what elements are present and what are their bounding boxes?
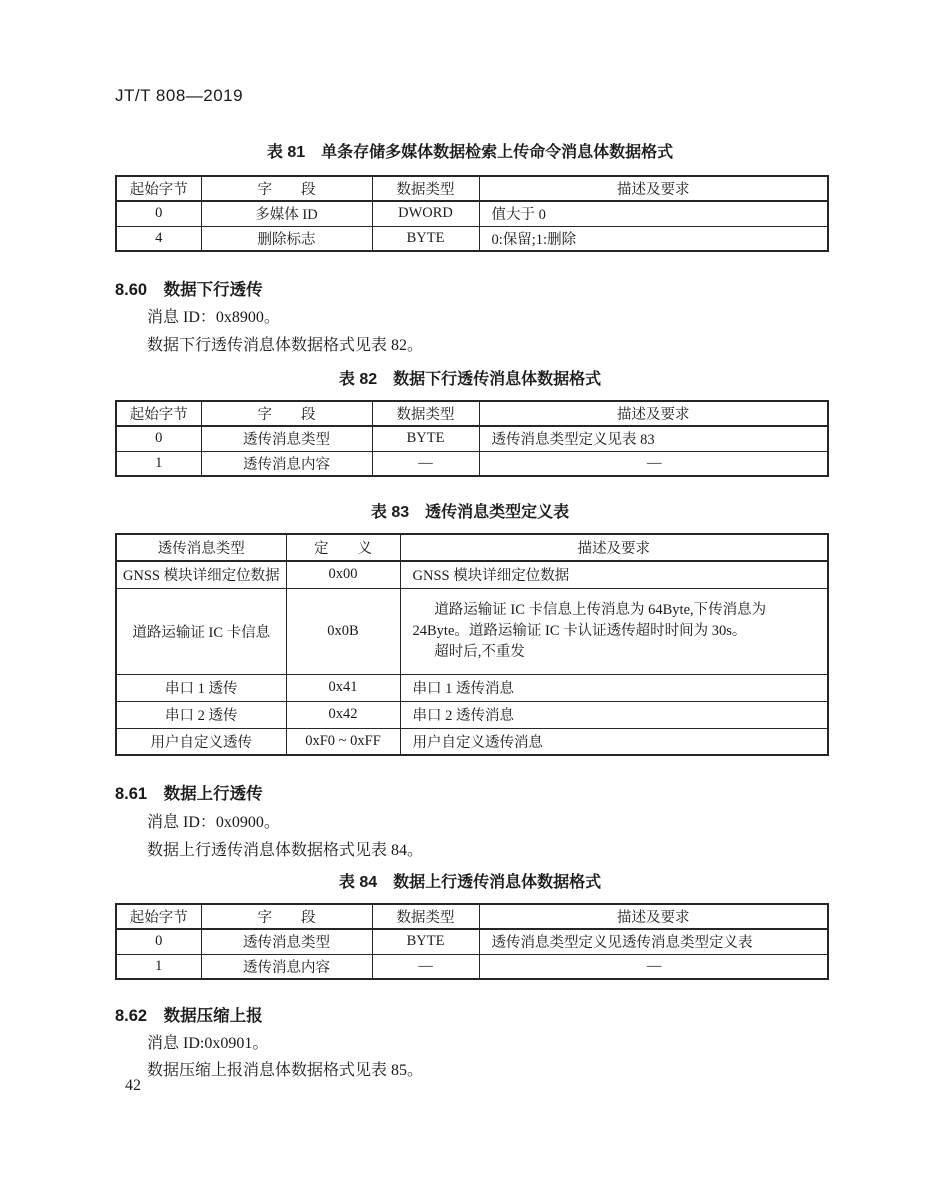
cell-message-type: 串口 2 透传 — [116, 701, 286, 728]
cell-description: 串口 1 透传消息 — [400, 674, 828, 701]
table-row — [116, 728, 828, 755]
table-83-caption: 表 83 透传消息类型定义表 — [370, 504, 570, 521]
table-row — [116, 201, 828, 226]
table-header-row — [116, 904, 828, 929]
col-header-description: 描述及要求 — [479, 401, 828, 426]
cell-data-type: — — [372, 451, 479, 476]
cell-data-type: BYTE — [372, 226, 479, 251]
running-header: JT/T 808—2019 — [115, 86, 244, 105]
cell-field: 删除标志 — [201, 226, 372, 251]
cell-description: 0:保留;1:删除 — [479, 226, 828, 251]
table-header-row — [116, 176, 828, 201]
cell-start-byte: 1 — [116, 451, 201, 476]
col-header-definition: 定 义 — [286, 534, 400, 561]
cell-start-byte: 4 — [116, 226, 201, 251]
paragraph-message-id: 消息 ID：0x8900。 — [147, 309, 280, 326]
cell-data-type: BYTE — [372, 929, 479, 954]
cell-definition: 0xF0 ~ 0xFF — [286, 728, 400, 755]
paragraph-table-ref: 数据下行透传消息体数据格式见表 82。 — [147, 337, 424, 354]
cell-field: 透传消息类型 — [201, 426, 372, 451]
table-82 — [115, 400, 829, 477]
section-heading-8-62: 8.62 数据压缩上报 — [115, 1007, 263, 1025]
cell-description — [400, 588, 828, 674]
col-header-data-type: 数据类型 — [372, 401, 479, 426]
section-heading-8-60: 8.60 数据下行透传 — [115, 281, 263, 299]
cell-field: 透传消息类型 — [201, 929, 372, 954]
page-number: 42 — [125, 1077, 141, 1094]
cell-data-type: — — [372, 954, 479, 979]
description-paragraph: 超时后,不重发 — [434, 643, 525, 660]
cell-definition: 0x0B — [286, 588, 400, 674]
cell-description: 透传消息类型定义见透传消息类型定义表 — [479, 929, 828, 954]
paragraph-message-id: 消息 ID:0x0901。 — [147, 1035, 269, 1052]
table-row — [116, 674, 828, 701]
col-header-start-byte: 起始字节 — [116, 904, 201, 929]
cell-definition: 0x42 — [286, 701, 400, 728]
paragraph-message-id: 消息 ID：0x0900。 — [147, 814, 280, 831]
paragraph-table-ref: 数据压缩上报消息体数据格式见表 85。 — [147, 1062, 424, 1079]
table-84 — [115, 903, 829, 980]
col-header-message-type: 透传消息类型 — [116, 534, 286, 561]
cell-start-byte: 0 — [116, 201, 201, 226]
cell-description: 值大于 0 — [479, 201, 828, 226]
cell-description: 用户自定义透传消息 — [400, 728, 828, 755]
description-paragraph: 道路运输证 IC 卡信息上传消息为 64Byte,下传消息为 24Byte。道路运输证 IC 卡认证透传超时时间为 30s。 — [412, 601, 767, 639]
table-row — [116, 451, 828, 476]
col-header-description: 描述及要求 — [479, 176, 828, 201]
table-row — [116, 701, 828, 728]
cell-definition: 0x00 — [286, 561, 400, 588]
cell-description: — — [479, 954, 828, 979]
cell-description: 串口 2 透传消息 — [400, 701, 828, 728]
table-81-caption: 表 81 单条存储多媒体数据检索上传命令消息体数据格式 — [266, 144, 674, 161]
cell-start-byte: 0 — [116, 426, 201, 451]
col-header-description: 描述及要求 — [479, 904, 828, 929]
cell-field: 透传消息内容 — [201, 451, 372, 476]
cell-message-type: 串口 1 透传 — [116, 674, 286, 701]
section-heading-8-61: 8.61 数据上行透传 — [115, 785, 263, 803]
table-row — [116, 588, 828, 674]
table-81 — [115, 175, 829, 252]
paragraph-table-ref: 数据上行透传消息体数据格式见表 84。 — [147, 842, 424, 859]
col-header-field: 字 段 — [201, 176, 372, 201]
col-header-start-byte: 起始字节 — [116, 176, 201, 201]
col-header-data-type: 数据类型 — [372, 904, 479, 929]
cell-description: GNSS 模块详细定位数据 — [400, 561, 828, 588]
col-header-description: 描述及要求 — [400, 534, 828, 561]
cell-description: 透传消息类型定义见表 83 — [479, 426, 828, 451]
table-row — [116, 929, 828, 954]
cell-message-type: 道路运输证 IC 卡信息 — [116, 588, 286, 674]
table-row — [116, 561, 828, 588]
table-header-row — [116, 534, 828, 561]
table-header-row — [116, 401, 828, 426]
table-83 — [115, 533, 829, 756]
col-header-start-byte: 起始字节 — [116, 401, 201, 426]
col-header-field: 字 段 — [201, 904, 372, 929]
cell-data-type: DWORD — [372, 201, 479, 226]
cell-start-byte: 0 — [116, 929, 201, 954]
cell-description: — — [479, 451, 828, 476]
cell-message-type: GNSS 模块详细定位数据 — [116, 561, 286, 588]
table-82-caption: 表 82 数据下行透传消息体数据格式 — [338, 371, 602, 388]
table-84-caption: 表 84 数据上行透传消息体数据格式 — [338, 874, 602, 891]
cell-message-type: 用户自定义透传 — [116, 728, 286, 755]
table-row — [116, 226, 828, 251]
col-header-data-type: 数据类型 — [372, 176, 479, 201]
table-row — [116, 954, 828, 979]
cell-field: 透传消息内容 — [201, 954, 372, 979]
cell-definition: 0x41 — [286, 674, 400, 701]
cell-start-byte: 1 — [116, 954, 201, 979]
cell-data-type: BYTE — [372, 426, 479, 451]
col-header-field: 字 段 — [201, 401, 372, 426]
table-row — [116, 426, 828, 451]
cell-field: 多媒体 ID — [201, 201, 372, 226]
